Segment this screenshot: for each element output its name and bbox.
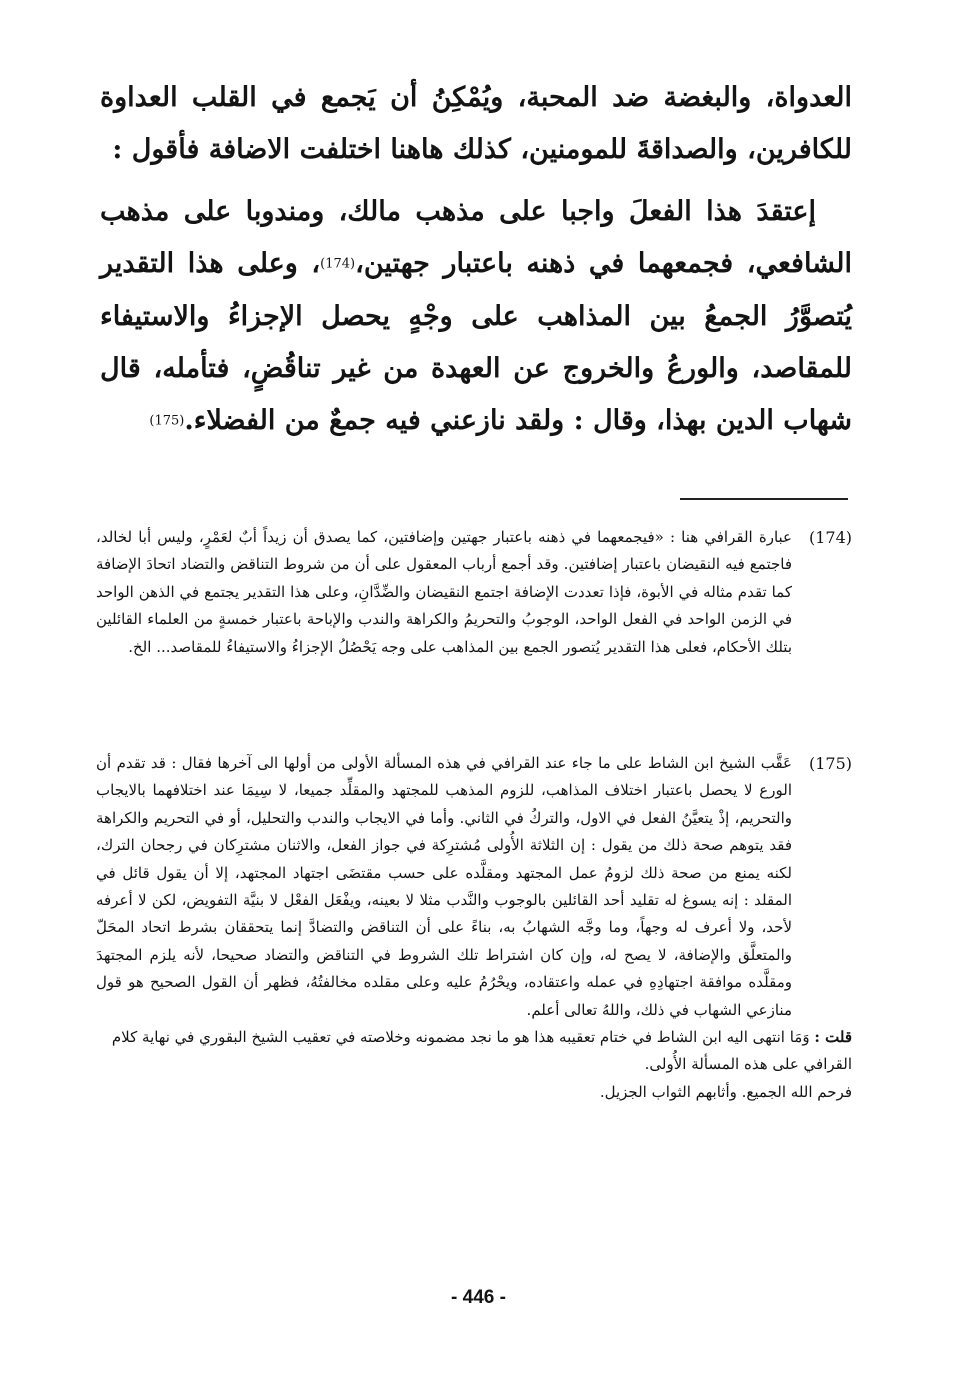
- footnote-text: عبارة القرافي هنا : «فيجمعهما في ذهنه باعتبار جهتين وإضافتين، كما يصدق أن زيداً أبٌ لعَمْرٍ، وليس أبا لخالد، فاجتمع فيه النقيضان باعتبار إضافتين. وقد أجمع أرباب المعقول على أن من شروط التناقض والتضاد اتحادَ الإضافة كما تقدم مثاله في الأبوة، فإذا تعددت الإضافة اجتمع النقيضان والضِّدَّانِ، وعلى هذا التقدير يجتمع في الذهن الواحد في الزمن الواحد في الفعل الواحد، الوجوبُ والتحريمُ والكراهة والندب والإباحة باعتبار خمسةٍ من العلماء القائلين بتلك الأحكام، فعلى هذا التقدير يُتصور الجمع بين المذاهب على وجه يَحْصُلُ الإجزاءُ والاستيفاءُ للمقاصد... الخ.: [96, 528, 792, 656]
- qult-paragraph: [96, 1024, 852, 1079]
- body-paragraph: [100, 186, 852, 447]
- qult-label: قلت :: [814, 1028, 852, 1047]
- footnote-174: [96, 524, 852, 661]
- body-text-part2: ، وعلى هذا التقدير يُتصوَّرُ الجمعُ بين المذاهب على وجْهٍ يحصل الإجزاءُ والاستيفاء للمقاصد، والورعُ والخروج عن العهدة من غير تناقُضٍ، فتأمله، قال شهاب الدين بهذا، وقال : ولقد نازعني فيه جمعٌ من الفضلاء.: [100, 248, 852, 436]
- body-text-part1: إعتقدَ هذا الفعلَ واجبا على مذهب مالك، ومندوبا على مذهب الشافعي، فجمعهما في ذهنه باعتبار جهتين،: [100, 196, 852, 279]
- footnote-number: (175): [808, 754, 852, 773]
- page-number: - 446 -: [451, 1287, 506, 1308]
- closing-line: فرحم الله الجميع. وأثابهم الثواب الجزيل.: [599, 1082, 852, 1101]
- footnote-number: (174): [808, 528, 852, 547]
- intro-paragraph: العدواة، والبغضة ضد المحبة، ويُمْكِنُ أن يَجمع في القلب العداوة للكافرين، والصداقةَ للمومنين، كذلك هاهنا اختلفت الاضافة فأقول :: [100, 82, 852, 165]
- qult-text: وَمَا انتهى اليه ابن الشاط في ختام تعقيبه هذا هو ما نجد مضمونه وخلاصته في تعقيب الشيخ البقوري في نهاية كلام القرافي على هذه المسألة الأُولى.: [111, 1028, 852, 1074]
- footnote-text: عَقَّب الشيخ ابن الشاط على ما جاء عند القرافي في هذه المسألة الأولى من أولها الى آخرها فقال : قد تقدم أن الورع لا يحصل باعتبار اختلاف المذاهب، للزوم المذهب للمجتهد والمقلِّد جميعا، لا سِيمَا عند اختلافهما بالايجاب والتحريم، إذْ يتعيَّنُ الفعل في الاول، والتركُ في الثاني. وأما في الايجاب والندب والتحليل، أو في التحريم والكراهة فقد يتوهم صحة ذلك من يقول : إن الثلاثة الأُولى مُشترِكة في جواز الفعل، والاثنان مشترِكان في رجحان الترك، لكنه يمنع من صحة ذلك لزومُ عمل المجتهد ومقلَّده على حسب مقتضَى اجتهاد المجتهد، إلا أن يقول قائل في المقلد : إنه يسوغ له تقليد أحد القائلين بالوجوب والنَّدب مثلا لا بعينه، ويفْعَل الفعْل لا بنيَّة التفويض، لكن لا أعرفه لأحد، ولا أعرف له وجهاً، وما وجَّه الشهابُ به، بناءً على أن التناقض والتضادَّ إنما يتحققان بشرط اتحاد المحَلّ والمتعلَّق والإضافة، لا يصح له، وإن كان اشتراط تلك الشروط في التناقض والتضاد صحيحا، لأنه يلزم المجتهدَ ومقلَّده موافقة اجتهادِهِ في عمله واعتقاده، ويحْرُمُ عليه وعلى مقلده مخالفتُهُ، فظهر أن القول الصحيح هو قول منازعي الشهاب في ذلك، واللهُ تعالى أعلم.: [96, 754, 793, 1019]
- footnote-175: [96, 750, 852, 1106]
- footnote-ref-174: (174): [320, 256, 356, 272]
- footnote-ref-175: (175): [149, 413, 185, 428]
- footnote-separator: [680, 498, 848, 500]
